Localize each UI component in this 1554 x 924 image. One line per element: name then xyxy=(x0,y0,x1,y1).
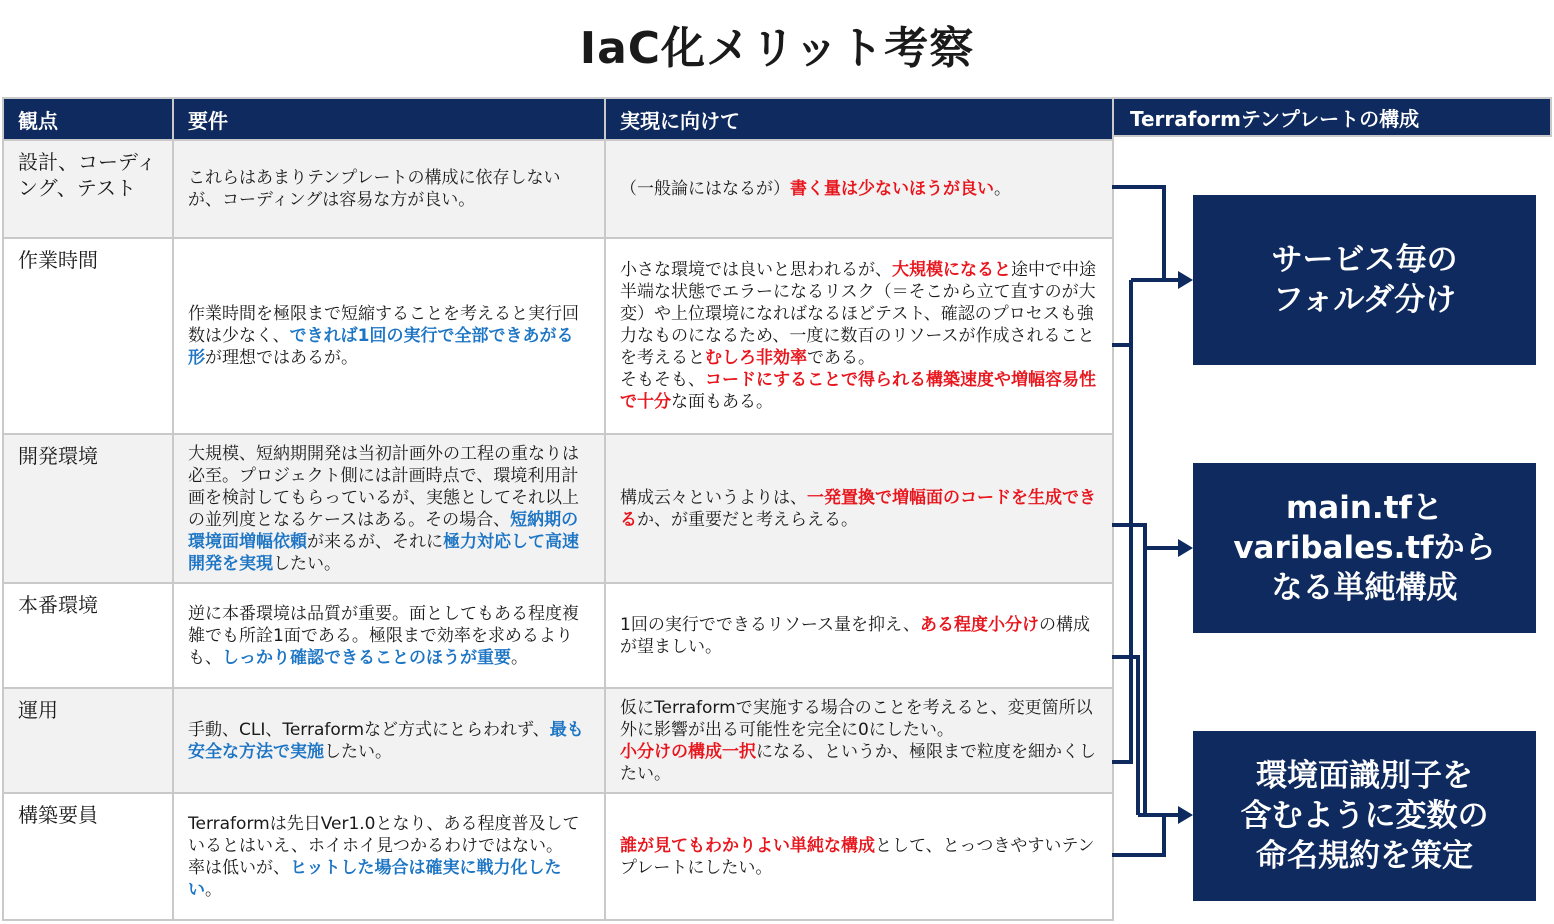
body-text: 小さな環境では良いと思われるが、 xyxy=(620,260,892,280)
body-text: そもそも、 xyxy=(620,370,705,390)
highlight-text: 書く量は少ないほうが良い xyxy=(790,179,994,199)
body-text: が理想ではあるが。 xyxy=(205,348,358,368)
body-text: 率は低いが、 xyxy=(188,857,290,878)
body-text: である。 xyxy=(807,348,875,368)
highlight-text: コードにすることで得られる構築速度や増幅容易性で十分 xyxy=(620,370,1096,412)
connector-row6 xyxy=(1112,815,1164,855)
arrow-box3 xyxy=(1178,806,1193,824)
highlight-text: しっかり確認できることのほうが重要 xyxy=(222,647,511,668)
header-aspect: 観点 xyxy=(3,98,173,140)
body-text: 逆に本番環境は品質が重要。面としてもある程度複雑でも所詮1面である。極限まで効率を求めるよりも、 xyxy=(188,603,579,668)
body-text: な面もある。 xyxy=(671,392,773,412)
highlight-text: ある程度小分け xyxy=(920,614,1039,635)
body-text: Terraformは先日Ver1.0となり、ある程度普及しているとはいえ、ホイホイ見つかるわけではない。 xyxy=(188,813,580,856)
body-text: したい。 xyxy=(324,741,392,762)
cell-aspect: 運用 xyxy=(3,688,173,793)
body-text: か、が重要だと考えらえる。 xyxy=(637,509,858,530)
highlight-text: 小分けの構成一択 xyxy=(620,741,756,762)
body-text: 作業時間を極限まで短縮することを考えると実行回数は少なく、 xyxy=(188,304,579,346)
highlight-text: 大規模になると xyxy=(892,260,1011,280)
highlight-text: ヒットした場合は確実に戦力化したい xyxy=(188,857,562,900)
connector-row2 xyxy=(1112,280,1131,345)
header-requirement: 要件 xyxy=(173,98,605,140)
highlight-text: むしろ非効率 xyxy=(705,348,807,368)
body-text: これらはあまりテンプレートの構成に依存しないが、コーディングは容易な方が良い。 xyxy=(188,168,561,210)
body-text: になる、というか、極限まで粒度を細かくしたい。 xyxy=(620,741,1096,784)
body-text: 構成云々というよりは、 xyxy=(620,487,807,508)
connector-row5 xyxy=(1112,280,1131,762)
highlight-text: 誰が見てもわかりよい単純な構成 xyxy=(620,835,875,856)
body-text: が来るが、それに xyxy=(307,531,443,552)
body-text: 仮にTerraformで実施する場合のことを考えると、変更箇所以外に影響が出る可能性を完全に0にしたい。 xyxy=(620,697,1093,740)
connector-row4 xyxy=(1112,657,1138,815)
connector-row1 xyxy=(1112,187,1164,280)
cell-aspect: 作業時間 xyxy=(3,238,173,434)
cell-aspect: 開発環境 xyxy=(3,434,173,583)
body-text: 途中で中途半端な状態でエラーになるリスク（＝そこから立て直すのが大変）や上位環境になればなるほどテスト、確認のプロセスも強力なものになるため、一度に数百のリソースが作成されることを考えると xyxy=(620,260,1096,368)
structure-box-naming-convention: 環境面識別子を 含むように変数の 命名規約を策定 xyxy=(1193,731,1536,901)
cell-aspect: 本番環境 xyxy=(3,583,173,688)
header-template-structure: Terraformテンプレートの構成 xyxy=(1112,97,1552,137)
highlight-text: 極力対応して高速開発を実現 xyxy=(188,531,579,574)
cell-aspect: 設計、コーディング、テスト xyxy=(3,140,173,238)
body-text: 手動、CLI、Terraformなど方式にとらわれず、 xyxy=(188,719,550,740)
arrow-box1 xyxy=(1178,271,1193,289)
highlight-text: 最も安全な方法で実施 xyxy=(188,719,584,762)
body-text: 。 xyxy=(511,647,528,668)
arrow-box2 xyxy=(1178,539,1193,557)
connector-row3 xyxy=(1112,525,1178,548)
highlight-text: 一発置換で増幅面のコードを生成できる xyxy=(620,487,1096,530)
body-text: （一般論にはなるが） xyxy=(620,179,790,199)
body-text: したい。 xyxy=(273,553,341,574)
cell-aspect: 構築要員 xyxy=(3,793,173,920)
body-text: 。 xyxy=(205,879,222,900)
page-title: IaC化メリット考察 xyxy=(579,23,975,74)
body-text: の構成が望ましい。 xyxy=(620,614,1090,657)
highlight-text: 短納期の環境面増幅依頼 xyxy=(188,509,579,552)
highlight-text: できれば1回の実行で全部できあがる形 xyxy=(188,326,574,368)
body-text: 。 xyxy=(994,179,1011,199)
structure-box-folder-per-service: サービス毎の フォルダ分け xyxy=(1193,195,1536,365)
body-text: 大規模、短納期開発は当初計画外の工程の重なりは必至。プロジェクト側には計画時点で、環境利用計画を検討してもらっているが、実態としてそれ以上の並列度となるケースはある。その場合、 xyxy=(188,443,579,530)
body-text: 1回の実行でできるリソース量を抑え、 xyxy=(620,614,920,635)
structure-box-simple-structure: main.tfと varibales.tfから なる単純構成 xyxy=(1193,463,1536,633)
body-text: として、とっつきやすいテンプレートにしたい。 xyxy=(620,835,1095,878)
header-realization: 実現に向けて xyxy=(605,98,1113,140)
